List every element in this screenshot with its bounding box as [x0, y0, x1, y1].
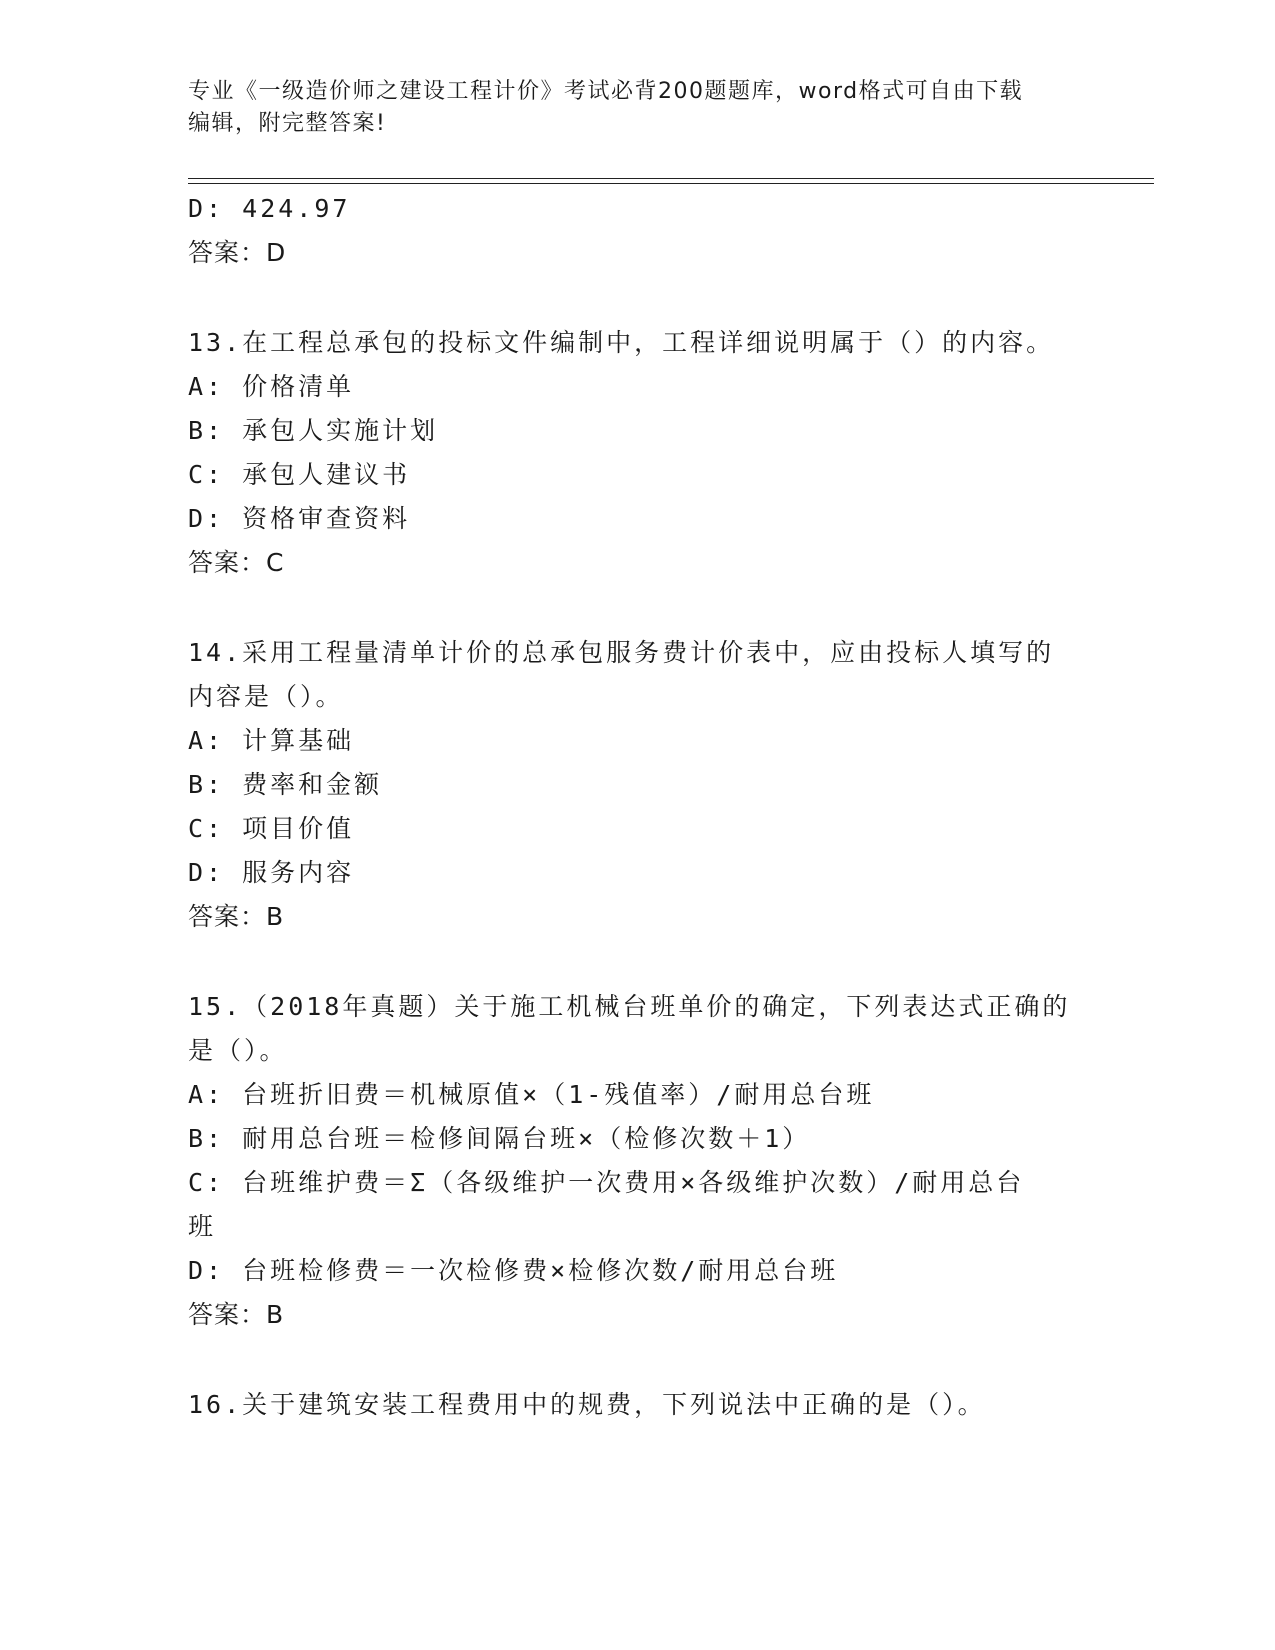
q13-option-d: D: 资格审查资料	[188, 504, 411, 533]
q15-option-c-line-2: 班	[188, 1212, 217, 1241]
header-divider-bottom	[188, 183, 1154, 184]
q15-stem-line-2: 是（）。	[188, 1036, 288, 1065]
q14-answer: 答案：B	[188, 902, 285, 931]
q15-option-c-line-1: C: 台班维护费＝Σ（各级维护一次费用×各级维护次数）/耐用总台	[188, 1168, 1025, 1197]
q15-stem-line-1: 15.（2018年真题）关于施工机械台班单价的确定，下列表达式正确的	[188, 992, 1071, 1021]
q13-stem: 13.在工程总承包的投标文件编制中，工程详细说明属于（）的内容。	[188, 328, 1055, 357]
document-header	[188, 76, 1088, 140]
q14-option-b: B: 费率和金额	[188, 770, 383, 799]
q14-stem-line-2: 内容是（）。	[188, 682, 344, 711]
q14-option-a: A: 计算基础	[188, 726, 355, 755]
q13-answer: 答案：C	[188, 548, 285, 577]
q16-stem: 16.关于建筑安装工程费用中的规费，下列说法中正确的是（）。	[188, 1390, 986, 1419]
q14-option-d: D: 服务内容	[188, 858, 355, 887]
q12-option-d: D: 424.97	[188, 194, 351, 223]
q15-option-b: B: 耐用总台班＝检修间隔台班×（检修次数＋1）	[188, 1124, 811, 1153]
q13-option-b: B: 承包人实施计划	[188, 416, 439, 445]
header-title-line-1: 专业《一级造价师之建设工程计价》考试必背200题题库，word格式可自由下载	[188, 79, 1024, 104]
q13-option-a: A: 价格清单	[188, 372, 355, 401]
q13-option-c: C: 承包人建议书	[188, 460, 411, 489]
q15-option-a: A: 台班折旧费＝机械原值×（1-残值率）/耐用总台班	[188, 1080, 875, 1109]
q15-option-d: D: 台班检修费＝一次检修费×检修次数/耐用总台班	[188, 1256, 839, 1285]
q14-option-c: C: 项目价值	[188, 814, 355, 843]
q14-stem-line-1: 14.采用工程量清单计价的总承包服务费计价表中，应由投标人填写的	[188, 638, 1055, 667]
header-divider-top	[188, 178, 1154, 179]
header-title-line-2: 编辑，附完整答案!	[188, 111, 387, 136]
q12-answer: 答案：D	[188, 238, 287, 267]
q15-answer: 答案：B	[188, 1300, 285, 1329]
